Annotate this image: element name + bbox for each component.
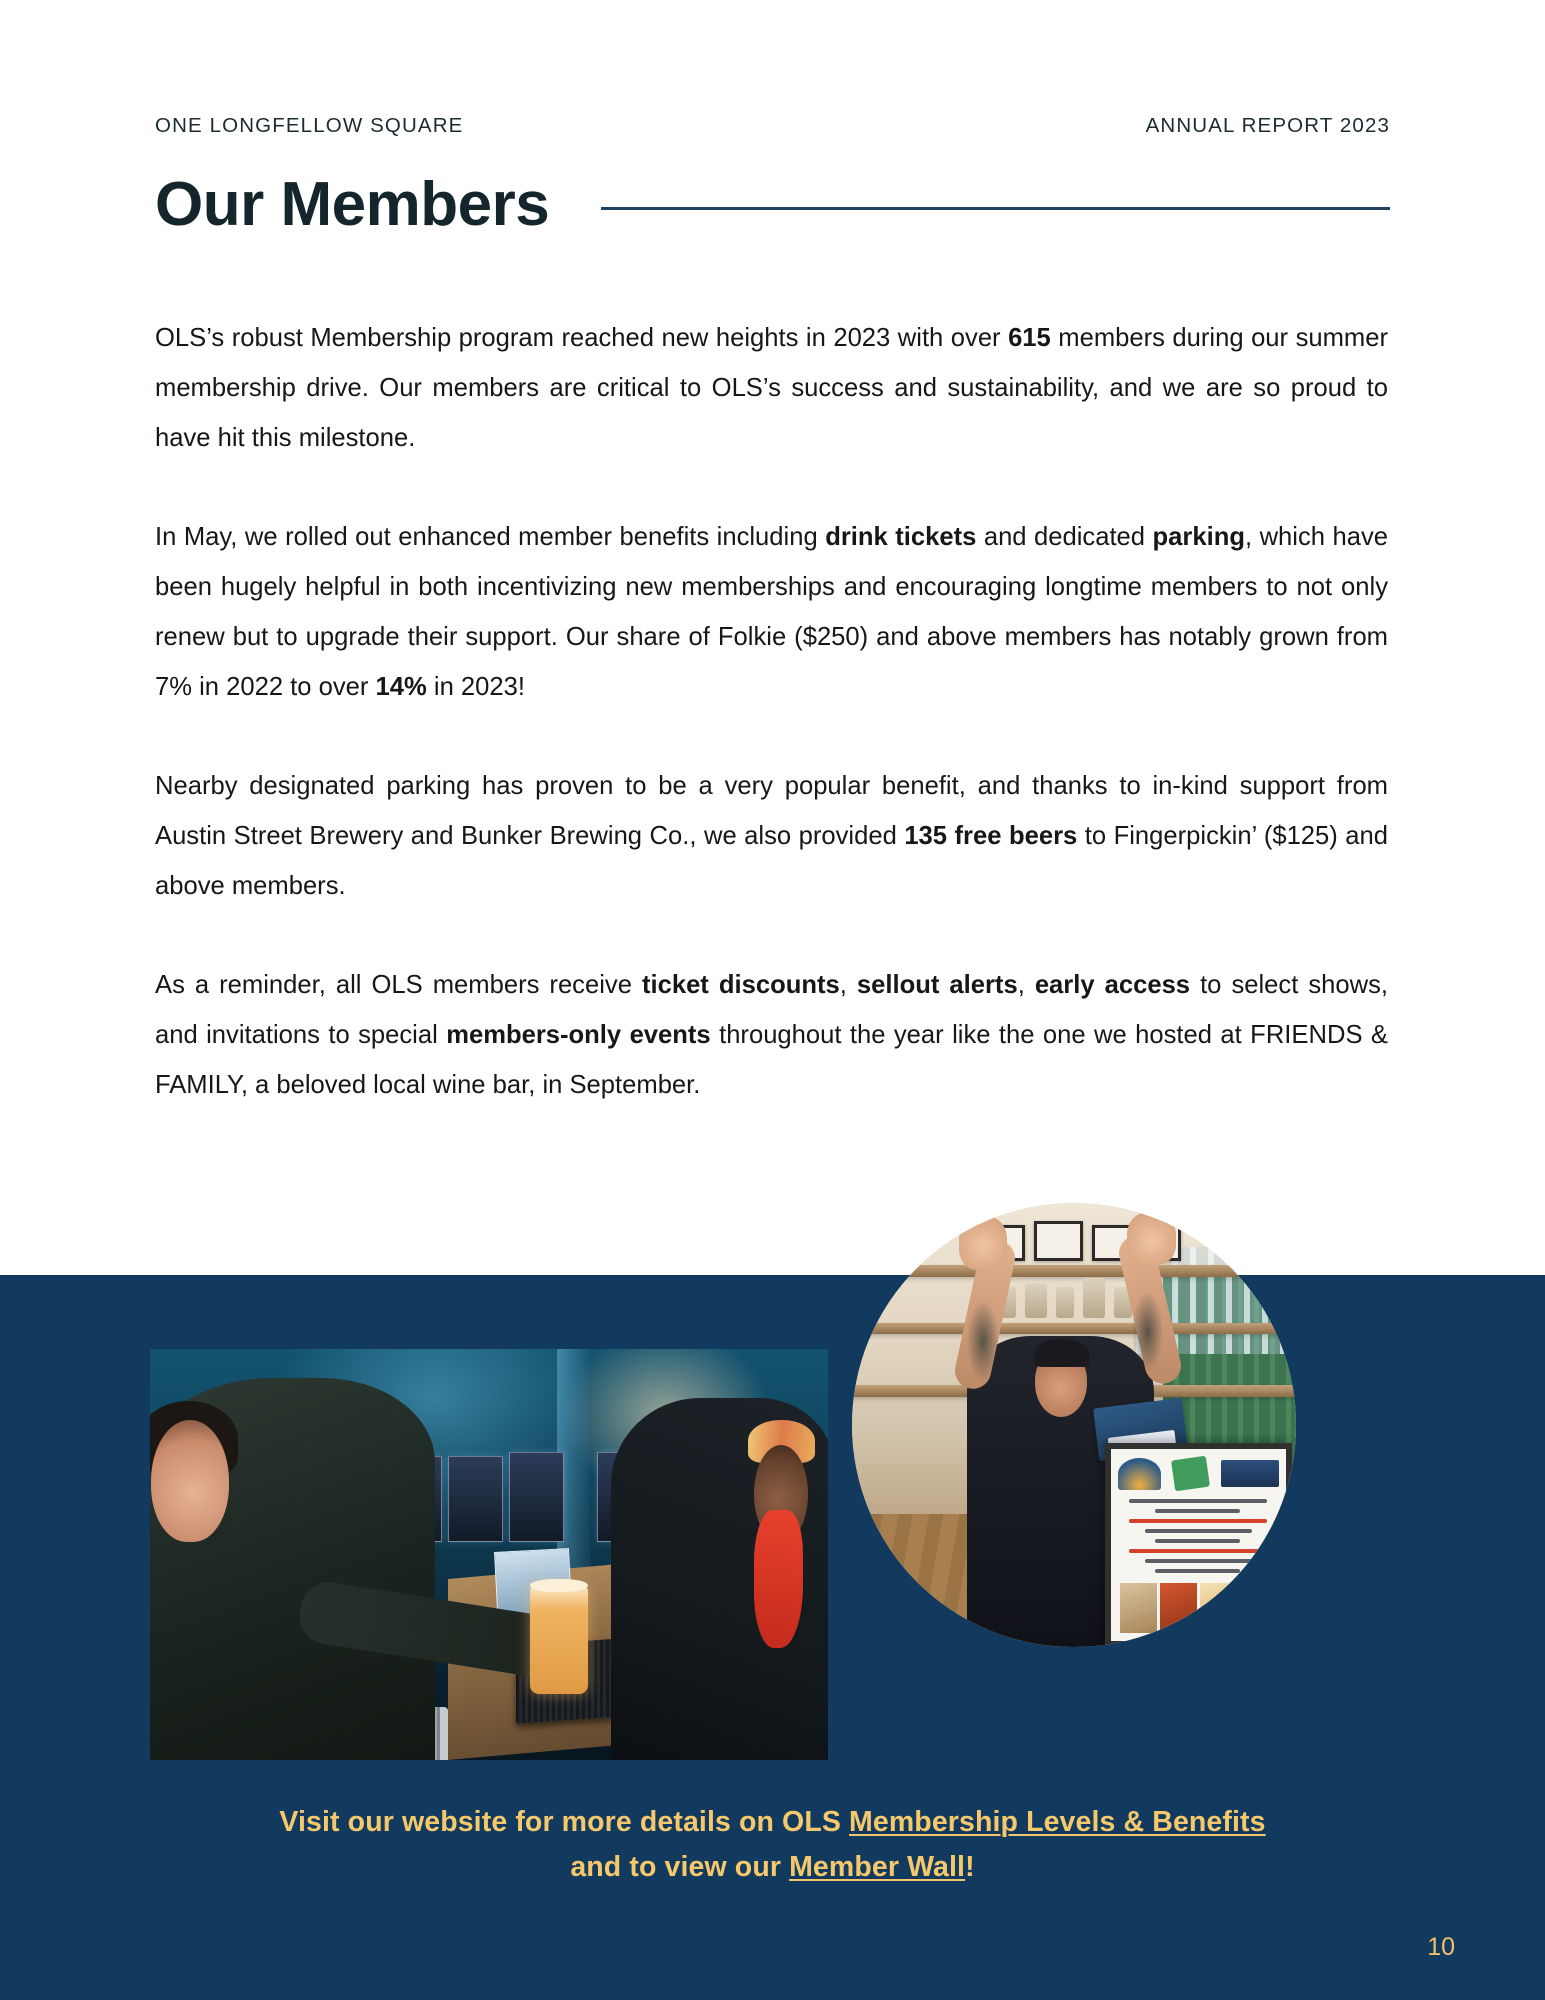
page-number: 10 xyxy=(1427,1933,1455,1961)
p4-text-3: , xyxy=(1017,971,1035,999)
cta-line-2-prefix: and to view our xyxy=(570,1851,790,1883)
p1-text-1: OLS’s robust Membership program reached new heights in 2023 with over xyxy=(155,324,1009,352)
p4-text-4: to select shows, and invitations to special xyxy=(155,971,1388,1049)
body-copy xyxy=(155,313,1388,1110)
cta-block xyxy=(155,1800,1390,1890)
p4-bold-sellout-alerts: sellout alerts xyxy=(856,971,1018,999)
p4-bold-members-only-events: members-only events xyxy=(446,1021,711,1049)
cta-line-1 xyxy=(155,1800,1390,1845)
cta-line-2-suffix: ! xyxy=(965,1851,975,1883)
meet-in-the-square-logo-icon xyxy=(1171,1456,1210,1491)
paragraph-1 xyxy=(155,313,1388,463)
p2-bold-percent: 14% xyxy=(375,673,427,701)
member-wall-link[interactable]: Member Wall xyxy=(789,1851,966,1883)
bar-photo xyxy=(150,1349,828,1760)
p4-bold-ticket-discounts: ticket discounts xyxy=(641,971,840,999)
p4-bold-early-access: early access xyxy=(1034,971,1191,999)
paragraph-2 xyxy=(155,512,1388,712)
paragraph-4 xyxy=(155,960,1388,1110)
ols-logo-icon xyxy=(1118,1458,1161,1490)
running-head xyxy=(155,113,1390,139)
p2-text-1: In May, we rolled out enhanced member benefits including xyxy=(155,523,826,551)
title-row xyxy=(155,170,1390,239)
running-head-right: ANNUAL REPORT 2023 xyxy=(1145,114,1390,137)
running-head-left: ONE LONGFELLOW SQUARE xyxy=(155,114,464,137)
p2-bold-parking: parking xyxy=(1152,523,1245,551)
cta-line-2 xyxy=(155,1845,1390,1890)
p2-text-3: , which have been hugely helpful in both incentivizing new memberships and encouraging longtime members to not only renew but to upgrade their support. Our share of Folkie ($250) and above members has notably grown from 7% in 2022 to over xyxy=(155,523,1388,701)
membership-levels-benefits-link[interactable]: Membership Levels & Benefits xyxy=(849,1806,1266,1838)
p1-bold-member-count: 615 xyxy=(1008,324,1051,352)
page-title: Our Members xyxy=(155,170,550,239)
title-rule xyxy=(601,207,1390,210)
p3-bold-free-beers: 135 free beers xyxy=(904,822,1078,850)
p2-text-2: and dedicated xyxy=(976,523,1153,551)
p4-text-5: throughout the year like the one we hosted at FRIENDS & FAMILY, a beloved local wine bar, in September. xyxy=(155,1021,1389,1099)
p4-text-2: , xyxy=(839,971,857,999)
paragraph-3 xyxy=(155,761,1388,911)
wine-bar-circle-photo xyxy=(852,1203,1296,1647)
p2-bold-drink-tickets: drink tickets xyxy=(825,523,977,551)
cta-line-1-prefix: Visit our website for more details on OLS xyxy=(279,1806,850,1838)
friends-of-congress-square-park-logo-icon xyxy=(1221,1460,1279,1487)
p4-text-1: As a reminder, all OLS members receive xyxy=(155,971,642,999)
p1-text-2: members during our summer membership drive. Our members are critical to OLS’s success and sustainability, and we are so proud to have hit this milestone. xyxy=(155,324,1388,452)
p3-text-1: Nearby designated parking has proven to be a very popular benefit, and thanks to in-kind support from Austin Street Brewery and Bunker Brewing Co., we also provided xyxy=(155,772,1388,850)
p3-text-2: to Fingerpickin’ ($125) and above members. xyxy=(155,822,1389,900)
member-benefit-sign xyxy=(1105,1443,1291,1647)
p2-text-4: in 2023! xyxy=(426,673,525,701)
